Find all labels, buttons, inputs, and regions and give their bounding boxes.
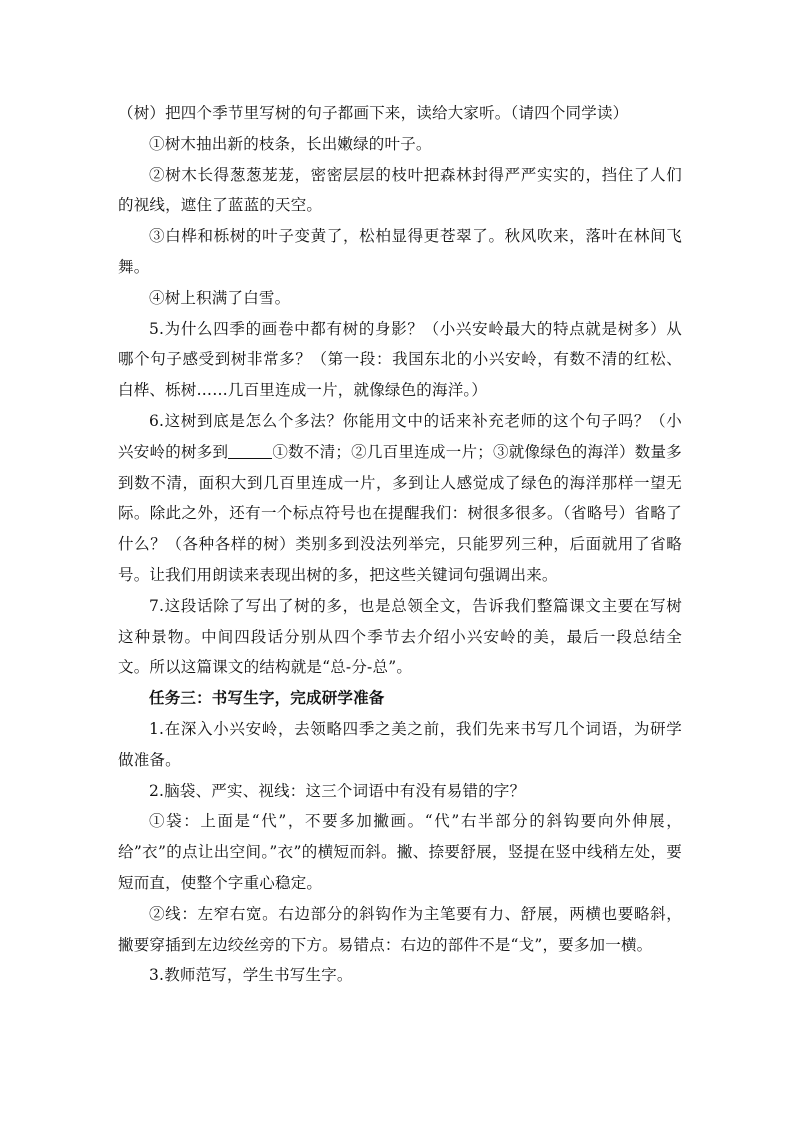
paragraph-autumn-sentence: ③白桦和栎树的叶子变黄了，松柏显得更苍翠了。秋风吹来，落叶在林间飞舞。 [118,227,682,276]
paragraph-step-3: 3.教师范写，学生书写生字。 [149,966,353,985]
paragraph-step-1: 1.在深入小兴安岭，去领略四季之美之前，我们先来书写几个词语，为研学做准备。 [118,719,682,769]
fill-in-blank [228,442,272,459]
paragraph-spring-sentence: ①树木抽出新的枝条，长出嫩绿的叶子。 [149,134,432,153]
question-6-before-blank: 6.这树到底是怎么个多法？你能用文中的话来补充老师的这个句子吗？（小兴安岭的树多到 [118,411,682,461]
paragraph-question-5: 5.为什么四季的画卷中都有树的身影？（小兴安岭最大的特点就是树多）从哪个句子感受到树非常多？（第一段：我国东北的小兴安岭，有数不清的红松、白桦、栎树……几百里连成一片，就像绿色的海洋。） [118,319,682,400]
paragraph-step-2: 2.脑袋、严实、视线：这三个词语中有没有易错的字？ [149,781,526,800]
section-heading-task-3: 任务三：书写生字，完成研学准备 [149,688,385,708]
paragraph-char-dai: ①袋：上面是“代”，不要多加撇画。“代”右半部分的斜钩要向外伸展，给”衣”的点让出空间。”衣”的横短而斜。撇、捺要舒展，竖提在竖中线稍左处，要短而直，使整个字重心稳定。 [118,812,682,892]
paragraph-winter-sentence: ④树上积满了白雪。 [149,288,291,307]
question-6-after-blank: ①数不清；②几百里连成一片；③就像绿色的海洋）数量多到数不清，面积大到几百里连成一片，多到让人感觉成了绿色的海洋那样一望无际。除此之外，还有一个标点符号也在提醒我们：树很多很多。（省略号）省略了什么？（各种各样的树）类别多到没法列举完，只能罗列三种，后面就用了省略号。让我们用朗读来表现出树的多，把这些关键词句强调出来。 [118,442,683,584]
paragraph-char-xian: ②线：左窄右宽。右边部分的斜钩作为主笔要有力、舒展，两横也要略斜，撇要穿插到左边绞丝旁的下方。易错点：右边的部件不是“戈”，要多加一横。 [118,904,682,954]
paragraph-question-6 [118,406,682,591]
paragraph-intro: （树）把四个季节里写树的句子都画下来，读给大家听。（请四个同学读） [118,104,629,122]
paragraph-summer-sentence: ②树木长得葱葱茏茏，密密层层的枝叶把森林封得严严实实的，挡住了人们的视线，遮住了蓝蓝的天空。 [118,165,682,215]
paragraph-question-7: 7.这段话除了写出了树的多，也是总领全文，告诉我们整篇课文主要在写树这种景物。中间四段话分别从四个季节去介绍小兴安岭的美，最后一段总结全文。所以这篇课文的结构就是“总-分-总”。 [118,596,682,677]
